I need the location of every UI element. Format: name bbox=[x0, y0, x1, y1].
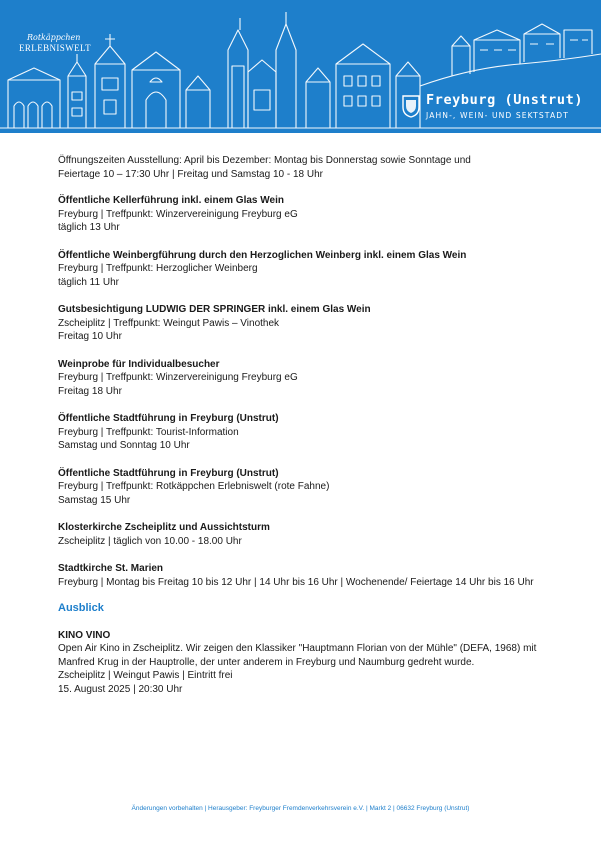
rotkaeppchen-logo bbox=[17, 33, 91, 63]
event-item bbox=[58, 249, 558, 290]
event-item bbox=[58, 412, 558, 453]
header-banner bbox=[0, 0, 601, 133]
event-title: Weinprobe für Individualbesucher bbox=[58, 358, 220, 370]
event-title: Öffentliche Kellerführung inkl. einem Glas Wein bbox=[58, 195, 284, 206]
event-title: Öffentliche Weinbergführung durch den Herzoglichen Weinberg inkl. einem Glas Wein bbox=[58, 249, 467, 261]
event-title: Gutsbesichtigung LUDWIG DER SPRINGER inkl. einem Glas Wein bbox=[58, 304, 371, 315]
event-item bbox=[58, 562, 558, 589]
event-location: Zscheiplitz | täglich von 10.00 - 18.00 Uhr bbox=[58, 535, 242, 547]
event-title: KINO VINO bbox=[58, 629, 111, 641]
exhibition-hours-line: Feiertage 10 – 17:30 Uhr | Freitag und Samstag 10 - 18 Uhr bbox=[58, 168, 323, 180]
event-description: Manfred Krug in der Hauptrolle, der unter anderem in Freyburg und Naumburg gedreht wurde. bbox=[58, 656, 475, 668]
event-time: täglich 11 Uhr bbox=[58, 276, 119, 288]
event-location: Freyburg | Montag bis Freitag 10 bis 12 Uhr | 14 Uhr bis 16 Uhr | Wochenende/ Feiertage 14 Uhr bis 16 Uhr bbox=[58, 576, 534, 588]
event-location: Freyburg | Treffpunkt: Winzervereinigung Freyburg eG bbox=[58, 208, 298, 220]
event-time: Samstag 15 Uhr bbox=[58, 494, 131, 506]
rotkaeppchen-logo-name: ERLEBNISWELT bbox=[19, 43, 91, 53]
event-location: Freyburg | Treffpunkt: Herzoglicher Weinberg bbox=[58, 263, 258, 274]
brand-subtitle: JAHN-, WEIN- UND SEKTSTADT bbox=[426, 111, 569, 120]
event-title: Öffentliche Stadtführung in Freyburg (Unstrut) bbox=[58, 467, 279, 479]
event-location: Freyburg | Treffpunkt: Tourist-Information bbox=[58, 426, 239, 438]
event-listing bbox=[58, 154, 558, 710]
event-time: Samstag und Sonntag 10 Uhr bbox=[58, 440, 190, 451]
exhibition-hours-line: Öffnungszeiten Ausstellung: April bis Dezember: Montag bis Donnerstag sowie Sonntage und bbox=[58, 155, 471, 166]
event-time: täglich 13 Uhr bbox=[58, 222, 120, 233]
event-time: Freitag 10 Uhr bbox=[58, 331, 122, 342]
event-time: 15. August 2025 | 20:30 Uhr bbox=[58, 683, 183, 695]
event-item bbox=[58, 629, 558, 697]
event-location: Zscheiplitz | Weingut Pawis | Eintritt frei bbox=[58, 670, 233, 681]
rotkaeppchen-logo-script: Rotkäppchen bbox=[27, 33, 81, 42]
event-item bbox=[58, 467, 558, 508]
event-item bbox=[58, 521, 558, 548]
event-item bbox=[58, 358, 558, 399]
coat-of-arms-icon bbox=[401, 94, 421, 118]
event-time: Freitag 18 Uhr bbox=[58, 385, 122, 397]
event-item bbox=[58, 194, 558, 235]
section-heading-outlook: Ausblick bbox=[58, 602, 104, 614]
event-location: Freyburg | Treffpunkt: Winzervereinigung Freyburg eG bbox=[58, 372, 298, 383]
freyburg-brand bbox=[400, 90, 600, 130]
page-footer: Änderungen vorbehalten | Herausgeber: Freyburger Fremdenverkehrsverein e.V. | Markt 2 | 06632 Freyburg (Unstrut) bbox=[131, 805, 470, 812]
event-item bbox=[58, 303, 558, 344]
event-title: Öffentliche Stadtführung in Freyburg (Unstrut) bbox=[58, 413, 279, 424]
event-location: Zscheiplitz | Treffpunkt: Weingut Pawis – Vinothek bbox=[58, 317, 280, 329]
event-location: Freyburg | Treffpunkt: Rotkäppchen Erlebniswelt (rote Fahne) bbox=[58, 481, 330, 492]
exhibition-hours bbox=[58, 154, 558, 181]
event-title: Stadtkirche St. Marien bbox=[58, 563, 164, 574]
event-description: Open Air Kino in Zscheiplitz. Wir zeigen den Klassiker "Hauptmann Florian von der Mühle" (DEFA, 1968) mit bbox=[58, 643, 537, 654]
brand-title: Freyburg (Unstrut) bbox=[426, 92, 584, 108]
event-title: Klosterkirche Zscheiplitz und Aussichtsturm bbox=[58, 522, 270, 533]
